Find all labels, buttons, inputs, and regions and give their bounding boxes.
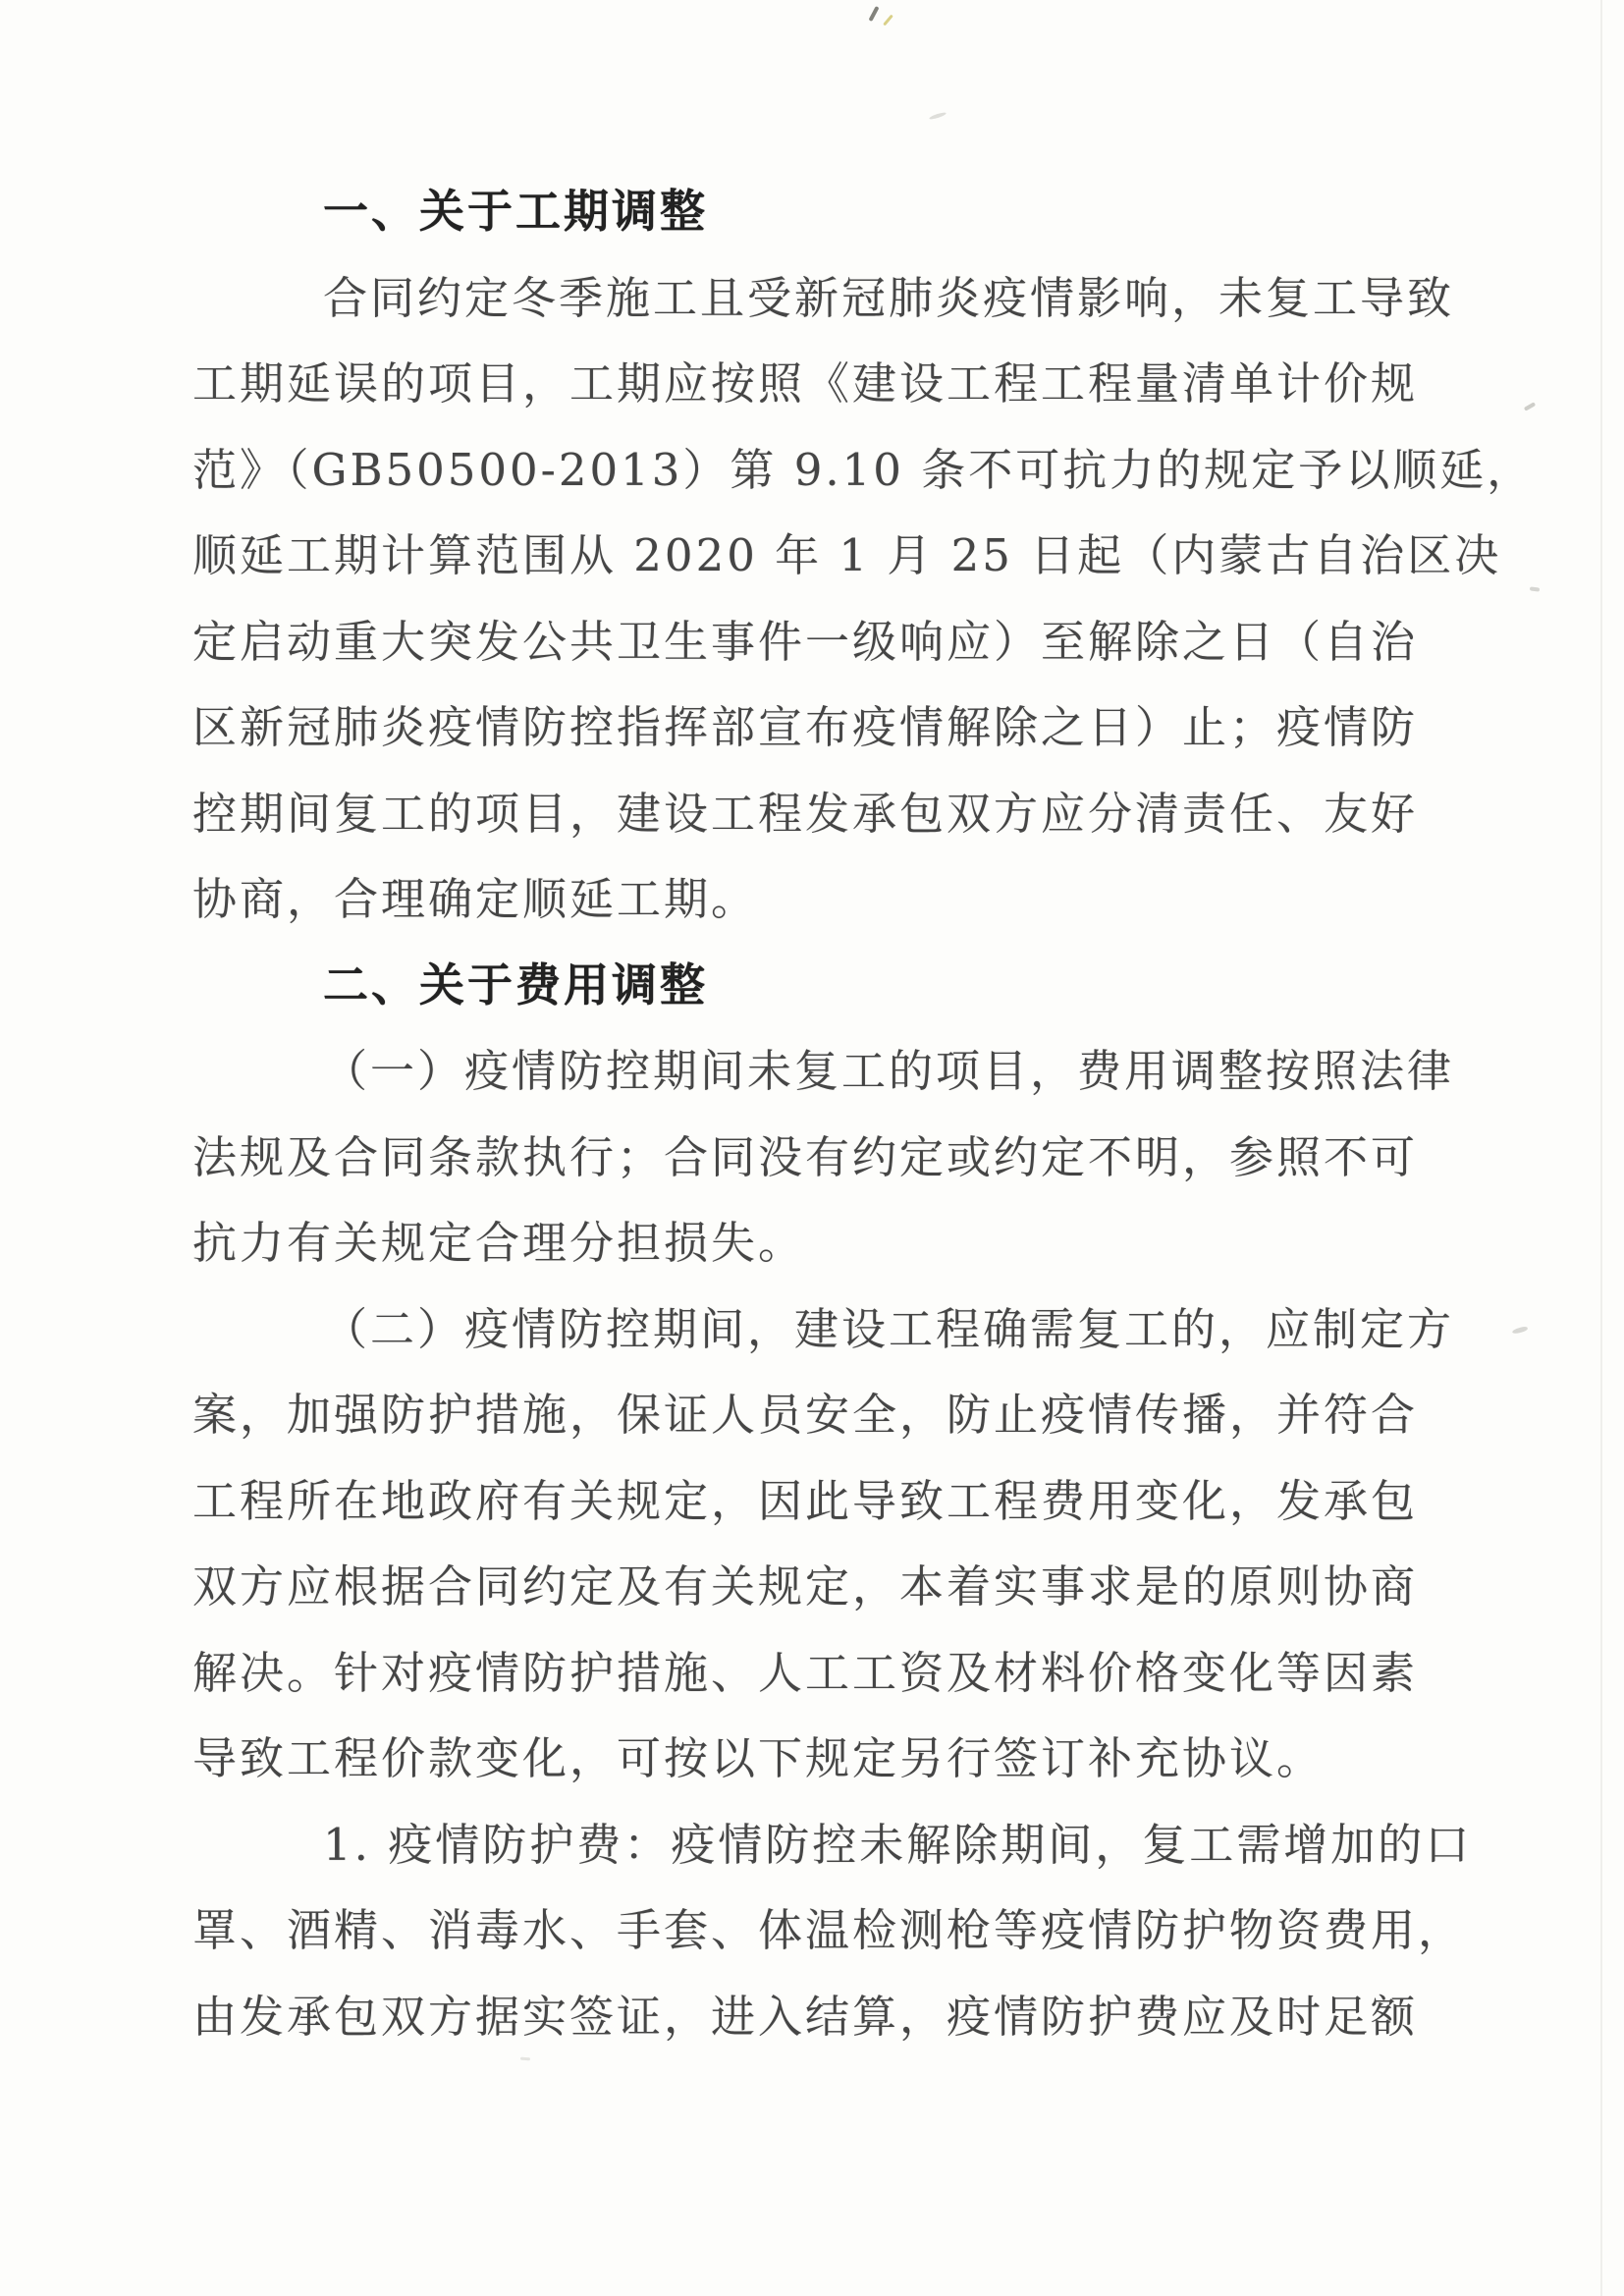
doc-line: 控期间复工的项目，建设工程发承包双方应分清责任、友好 xyxy=(192,787,1419,840)
doc-line: 工期延误的项目，工期应按照《建设工程工程量清单计价规 xyxy=(192,357,1419,410)
scan-speck xyxy=(883,15,893,27)
doc-line: 区新冠肺炎疫情防控指挥部宣布疫情解除之日）止；疫情防 xyxy=(192,701,1419,753)
doc-line: 范》（GB50500-2013）第 9.10 条不可抗力的规定予以顺延， xyxy=(192,443,1535,496)
section-heading-1: 一、关于工期调整 xyxy=(323,185,708,238)
scan-speck xyxy=(1524,402,1536,410)
doc-line: 协商，合理确定顺延工期。 xyxy=(192,873,759,925)
scanner-edge-line xyxy=(1600,0,1602,2296)
doc-line: （一）疫情防控期间未复工的项目，费用调整按照法律 xyxy=(323,1045,1455,1097)
doc-line: 罩、酒精、消毒水、手套、体温检测枪等疫情防护物资费用， xyxy=(192,1904,1466,1956)
scan-speck xyxy=(1512,1326,1529,1335)
doc-line: 由发承包双方据实签证，进入结算，疫情防护费应及时足额 xyxy=(192,1990,1419,2043)
document-text-block xyxy=(192,169,1535,2059)
doc-line: 合同约定冬季施工且受新冠肺炎疫情影响，未复工导致 xyxy=(323,271,1455,324)
doc-line: 顺延工期计算范围从 2020 年 1 月 25 日起（内蒙古自治区决 xyxy=(192,529,1502,581)
doc-line: （二）疫情防控期间，建设工程确需复工的，应制定方 xyxy=(323,1302,1455,1355)
doc-line: 抗力有关规定合理分担损失。 xyxy=(192,1217,806,1269)
doc-line: 解决。针对疫情防护措施、人工工资及材料价格变化等因素 xyxy=(192,1646,1419,1699)
doc-line: 法规及合同条款执行；合同没有约定或约定不明，参照不可 xyxy=(192,1130,1419,1183)
doc-line: 双方应根据合同约定及有关规定，本着实事求是的原则协商 xyxy=(192,1560,1419,1613)
doc-line: 案，加强防护措施，保证人员安全，防止疫情传播，并符合 xyxy=(192,1389,1419,1441)
scan-speck xyxy=(1530,586,1540,591)
doc-line: 1. 疫情防护费：疫情防控未解除期间，复工需增加的口 xyxy=(323,1818,1473,1871)
scan-speck xyxy=(868,6,879,22)
doc-line: 定启动重大突发公共卫生事件一级响应）至解除之日（自治 xyxy=(192,615,1419,668)
section-heading-2: 二、关于费用调整 xyxy=(323,957,708,1011)
doc-line: 导致工程价款变化，可按以下规定另行签订补充协议。 xyxy=(192,1732,1325,1784)
scan-speck xyxy=(929,111,947,120)
scan-speck xyxy=(520,2057,530,2061)
doc-line: 工程所在地政府有关规定，因此导致工程费用变化，发承包 xyxy=(192,1474,1419,1527)
